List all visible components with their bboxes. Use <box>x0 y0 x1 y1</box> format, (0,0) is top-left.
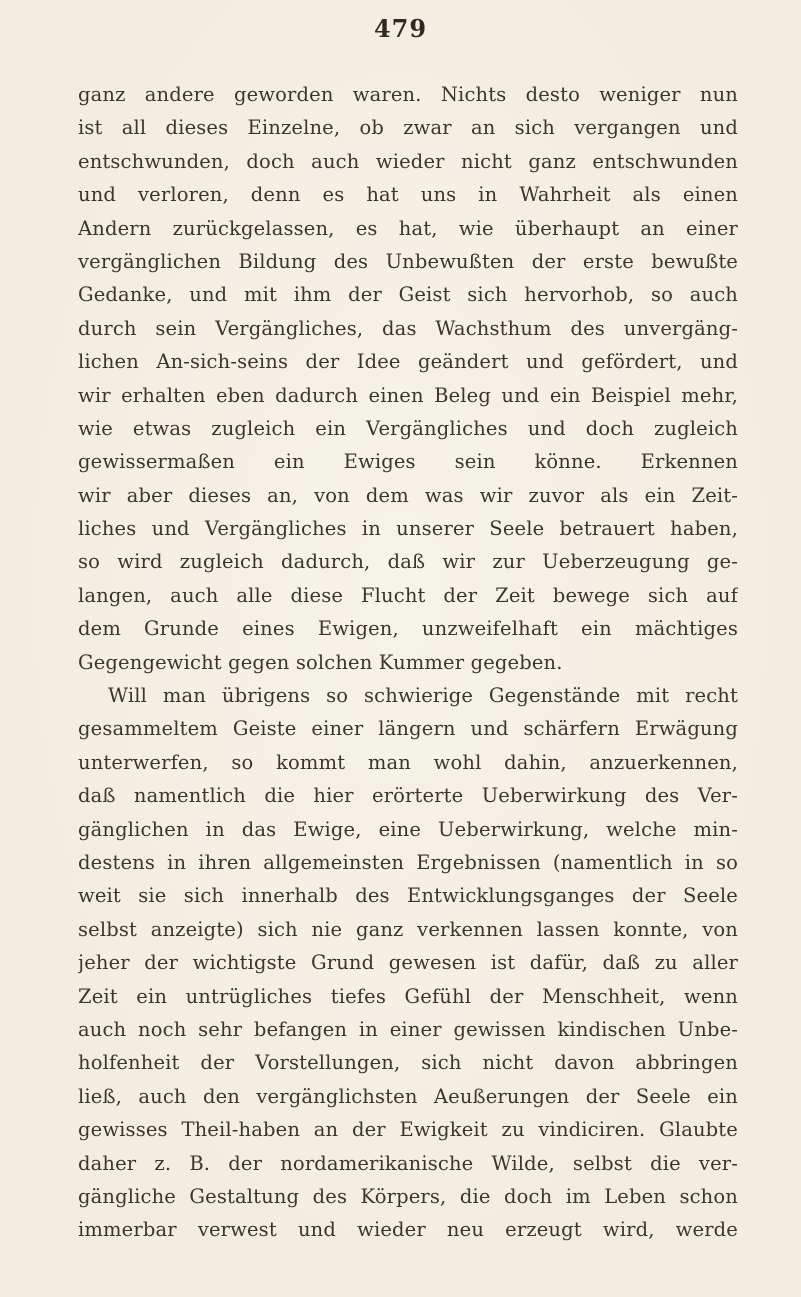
text-line-16: langen, auch alle diese Flucht der Zeit bewege sich auf <box>78 583 738 607</box>
text-line-26: selbst anzeigte) sich nie ganz verkennen lassen konnte, von <box>78 917 738 941</box>
text-line-6: vergänglichen Bildung des Unbewußten der erste bewußte <box>78 249 738 273</box>
text-line-1: ganz andere geworden waren. Nichts desto weniger nun <box>78 83 738 106</box>
text-line-15: so wird zugleich dadurch, daß wir zur Ueberzeugung ge- <box>78 550 738 574</box>
text-line-22: daß namentlich die hier erörterte Ueberwirkung des Ver- <box>78 784 738 808</box>
text-line-10: wir erhalten eben dadurch einen Beleg und ein Beispiel mehr, <box>78 383 738 407</box>
text-line-21: unterwerfen, so kommt man wohl dahin, anzuerkennen, <box>78 750 738 774</box>
text-line-3: entschwunden, doch auch wieder nicht ganz entschwunden <box>78 149 738 173</box>
text-line-31: ließ, auch den vergänglichsten Aeußerungen der Seele ein <box>78 1084 738 1108</box>
text-line-11: wie etwas zugleich ein Vergängliches und doch zugleich <box>78 416 738 440</box>
text-line-14: liches und Vergängliches in unserer Seele betrauert haben, <box>78 517 738 541</box>
text-line-12: gewissermaßen ein Ewiges sein könne. Erkennen <box>78 450 738 474</box>
page-number: 479 <box>373 14 428 43</box>
text-line-32: gewisses Theil-haben an der Ewigkeit zu vindiciren. Glaubte <box>78 1118 738 1142</box>
text-line-23: gänglichen in das Ewige, eine Ueberwirkung, welche min- <box>78 817 738 841</box>
text-line-2: ist all dieses Einzelne, ob zwar an sich vergangen und <box>78 116 738 140</box>
text-line-5: Andern zurückgelassen, es hat, wie überhaupt an einer <box>78 216 738 240</box>
body-text <box>78 78 738 1247</box>
text-line-20: gesammeltem Geiste einer längern und schärfern Erwägung <box>78 717 738 741</box>
text-line-35: immerbar verwest und wieder neu erzeugt wird, werde <box>78 1218 738 1242</box>
text-line-18: Gegengewicht gegen solchen Kummer gegeben. <box>78 650 563 674</box>
text-line-7: Gedanke, und mit ihm der Geist sich hervorhob, so auch <box>78 283 738 307</box>
text-line-13: wir aber dieses an, von dem was wir zuvor als ein Zeit- <box>78 483 738 507</box>
text-line-28: Zeit ein untrügliches tiefes Gefühl der Menschheit, wenn <box>78 984 738 1008</box>
text-line-27: jeher der wichtigste Grund gewesen ist dafür, daß zu aller <box>78 951 738 975</box>
text-line-19: Will man übrigens so schwierige Gegenstände mit recht <box>108 684 738 708</box>
text-line-34: gängliche Gestaltung des Körpers, die doch im Leben schon <box>78 1184 738 1208</box>
text-line-17: dem Grunde eines Ewigen, unzweifelhaft ein mächtiges <box>78 617 738 641</box>
text-line-30: holfenheit der Vorstellungen, sich nicht davon abbringen <box>78 1051 738 1075</box>
text-line-29: auch noch sehr befangen in einer gewissen kindischen Unbe- <box>78 1017 738 1041</box>
text-line-8: durch sein Vergängliches, das Wachsthum des unvergäng- <box>78 316 738 340</box>
text-line-9: lichen An-sich-seins der Idee geändert und gefördert, und <box>78 350 738 374</box>
text-line-24: destens in ihren allgemeinsten Ergebnissen (namentlich in so <box>78 850 738 874</box>
text-line-33: daher z. B. der nordamerikanische Wilde, selbst die ver- <box>78 1151 738 1175</box>
text-line-4: und verloren, denn es hat uns in Wahrheit als einen <box>78 183 738 207</box>
text-line-25: weit sie sich innerhalb des Entwicklungsganges der Seele <box>78 884 738 908</box>
